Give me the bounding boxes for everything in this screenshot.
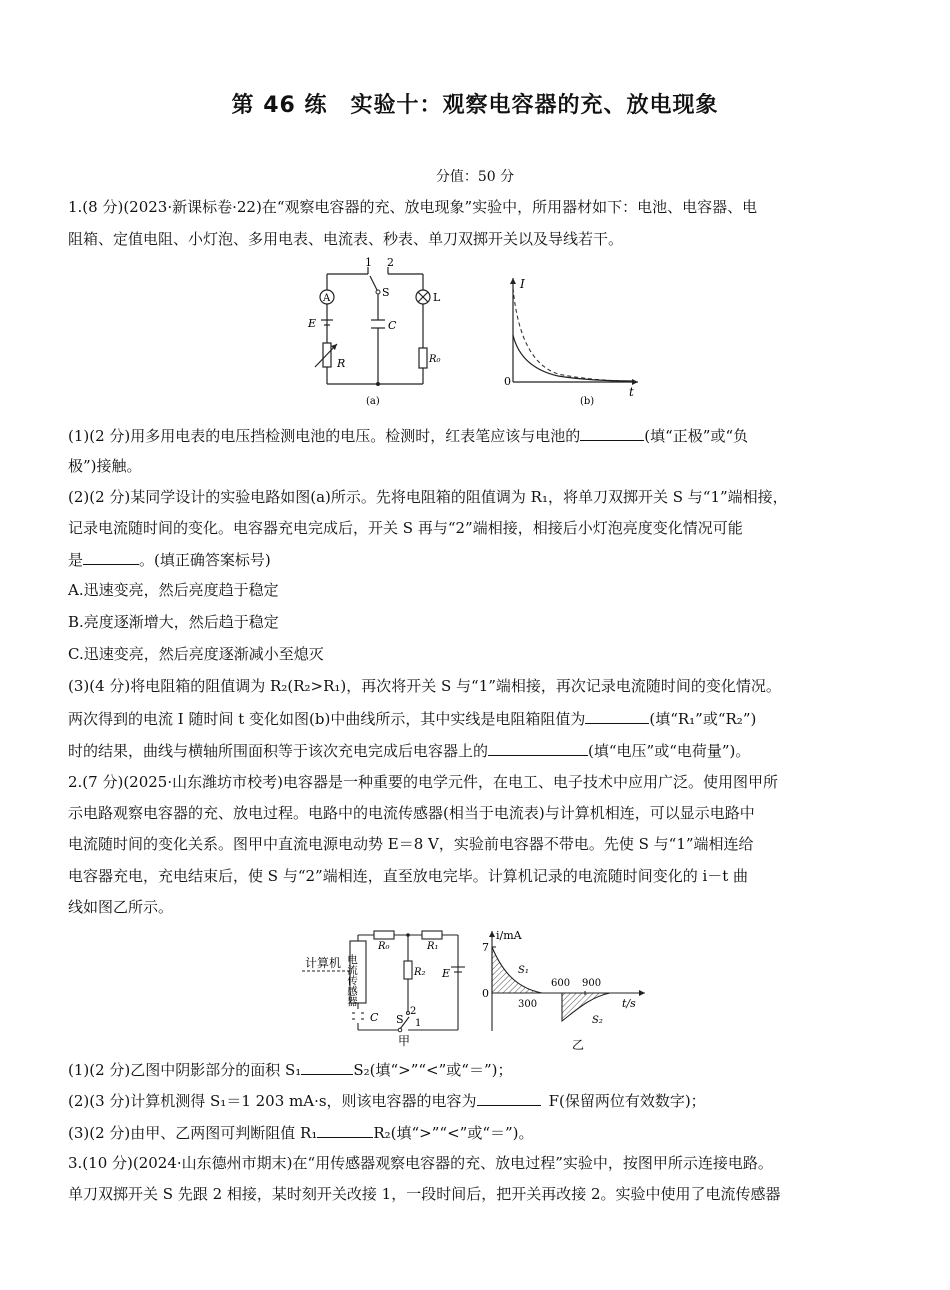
figure-b-caption: (b) [580,396,595,407]
switch-terminal-1: 1 [365,256,372,269]
q1-stem-line-1: 1.(8 分)(2023·新课标卷·22)在“观察电容器的充、放电现象”实验中，所用器材如下：电池、电容器、电 [68,198,758,216]
graph-yi-x-tick-900: 900 [582,978,602,989]
q1-stem-line-2: 阻箱、定值电阻、小灯泡、多用电表、电流表、秒表、单刀双掷开关以及导线若干。 [68,230,624,248]
rheostat-label: R [337,357,346,370]
area-s2-label: S₂ [592,1015,603,1026]
figure-a-caption: (a) [366,396,380,407]
q1-part3-line-3: 时的结果，曲线与横轴所围面积等于该次充电完成后电容器上的 (填“电压”或“电荷量”)。 [68,742,751,760]
graph-yi-x-axis-label: t/s [622,997,636,1010]
battery-label: E [308,317,317,330]
graph-yi-y-axis-label: i/mA [496,929,522,942]
ammeter-symbol-label: A [323,293,331,304]
q1-option-c: C.迅速变亮，然后亮度逐渐减小至熄灭 [68,645,324,663]
q1-part2-line-2: 记录电流随时间的变化。电容器充电完成后，开关 S 再与“2”端相接，相接后小灯泡亮度变化情况可能 [68,519,743,537]
area-s1-label: S₁ [518,965,529,976]
resistor-r0-label: R₀ [429,354,441,365]
page-title: 第 46 练 实验十：观察电容器的充、放电现象 [231,93,719,118]
switch-terminal-2: 2 [410,1006,417,1017]
q1-part2-line-3: 是 。(填正确答案标号) [68,551,271,569]
lamp-label: L [433,291,441,304]
q1-part3-line-2: 两次得到的电流 I 随时间 t 变化如图(b)中曲线所示，其中实线是电阻箱阻值为 (填“R₁”或“R₂”) [68,710,757,728]
graph-b-x-axis-label: t [629,385,634,399]
resistor-r1-label: R₁ [427,941,439,952]
q1-part3-line-1: (3)(4 分)将电阻箱的阻值调为 R₂(R₂>R₁)，再次将开关 S 与“1”端相接，再次记录电流随时间的变化情况。 [68,677,781,695]
circuit-diagram-a [300,256,460,411]
answer-blank-4[interactable] [488,740,588,756]
q3-stem-line-2: 单刀双掷开关 S 先跟 2 相接，某时刻开关改接 1，一段时间后，把开关再改接 2。实验中使用了电流传感器 [68,1185,781,1203]
q2-stem-line-3: 电流随时间的变化关系。图甲中直流电源电动势 E＝8 V，实验前电容器不带电。先使 S 与“1”端相连给 [68,835,754,853]
q2-part3: (3)(2 分)由甲、乙两图可判断阻值 R₁ R₂(填“>”“<”或“＝”)。 [68,1124,534,1142]
q2-stem-line-4: 电容器充电，充电结束后，使 S 与“2”端相连，直至放电完毕。计算机记录的电流随时间变化的 i－t 曲 [68,867,749,885]
graph-yi-y-tick-7: 7 [482,941,489,954]
answer-blank-5[interactable] [301,1059,353,1075]
q1-option-b: B.亮度逐渐增大，然后趋于稳定 [68,613,279,631]
q2-stem-line-5: 线如图乙所示。 [68,898,174,916]
q2-part1: (1)(2 分)乙图中阴影部分的面积 S₁ S₂(填“>”“<”或“＝”)； [68,1061,513,1079]
graph-b-y-axis-label: I [520,277,525,291]
answer-blank-1[interactable] [580,425,644,441]
computer-label: 计算机 [305,956,342,970]
answer-blank-7[interactable] [317,1122,373,1138]
figure-yi-caption: 乙 [572,1038,585,1052]
switch-terminal-2: 2 [387,256,394,269]
graph-yi-x-tick-600: 600 [551,978,571,989]
q1-option-a: A.迅速变亮，然后亮度趋于稳定 [68,581,279,599]
graph-yi-x-tick-300: 300 [518,999,538,1010]
score-label: 分值：50 分 [435,169,515,185]
capacitor-label: C [388,319,397,332]
q2-part2: (2)(3 分)计算机测得 S₁＝1 203 mA·s，则该电容器的电容为 F(保留两位有效数字)； [68,1092,706,1110]
source-e-label: E [442,967,451,980]
figure-jia-caption: 甲 [398,1034,411,1048]
current-time-graph-b [498,270,648,410]
answer-blank-3[interactable] [585,708,649,724]
q2-stem-line-2: 示电路观察电容器的充、放电过程。电路中的电流传感器(相当于电流表)与计算机相连，可以显示电路中 [68,804,755,822]
switch-label: S [382,286,390,299]
answer-blank-6[interactable] [477,1090,541,1106]
switch-terminal-1: 1 [415,1018,422,1029]
circuit-diagram-jia [300,925,470,1050]
q1-part1-line-1: (1)(2 分)用多用电表的电压挡检测电池的电压。检测时，红表笔应该与电池的 (填“正极”或“负 [68,427,749,445]
current-sensor-label: 电流传感器 [346,954,358,1007]
q1-part2-line-1: (2)(2 分)某同学设计的实验电路如图(a)所示。先将电阻箱的阻值调为 R₁，将单刀双掷开关 S 与“1”端相接， [68,488,788,506]
resistor-r0-label: R₀ [378,941,390,952]
resistor-r2-label: R₂ [414,967,426,978]
switch-s-label: S [396,1013,404,1026]
current-time-graph-yi [480,925,650,1053]
graph-b-origin: 0 [504,375,511,388]
q2-stem-line-1: 2.(7 分)(2025·山东潍坊市校考)电容器是一种重要的电学元件，在电工、电子技术中应用广泛。使用图甲所 [68,773,778,791]
graph-yi-origin: 0 [482,987,489,1000]
q1-part1-line-2: 极”)接触。 [68,457,142,475]
capacitor-c-label: C [370,1011,379,1024]
answer-blank-2[interactable] [83,549,139,565]
q3-stem-line-1: 3.(10 分)(2024·山东德州市期末)在“用传感器观察电容器的充、放电过程”实验中，按图甲所示连接电路。 [68,1154,773,1172]
